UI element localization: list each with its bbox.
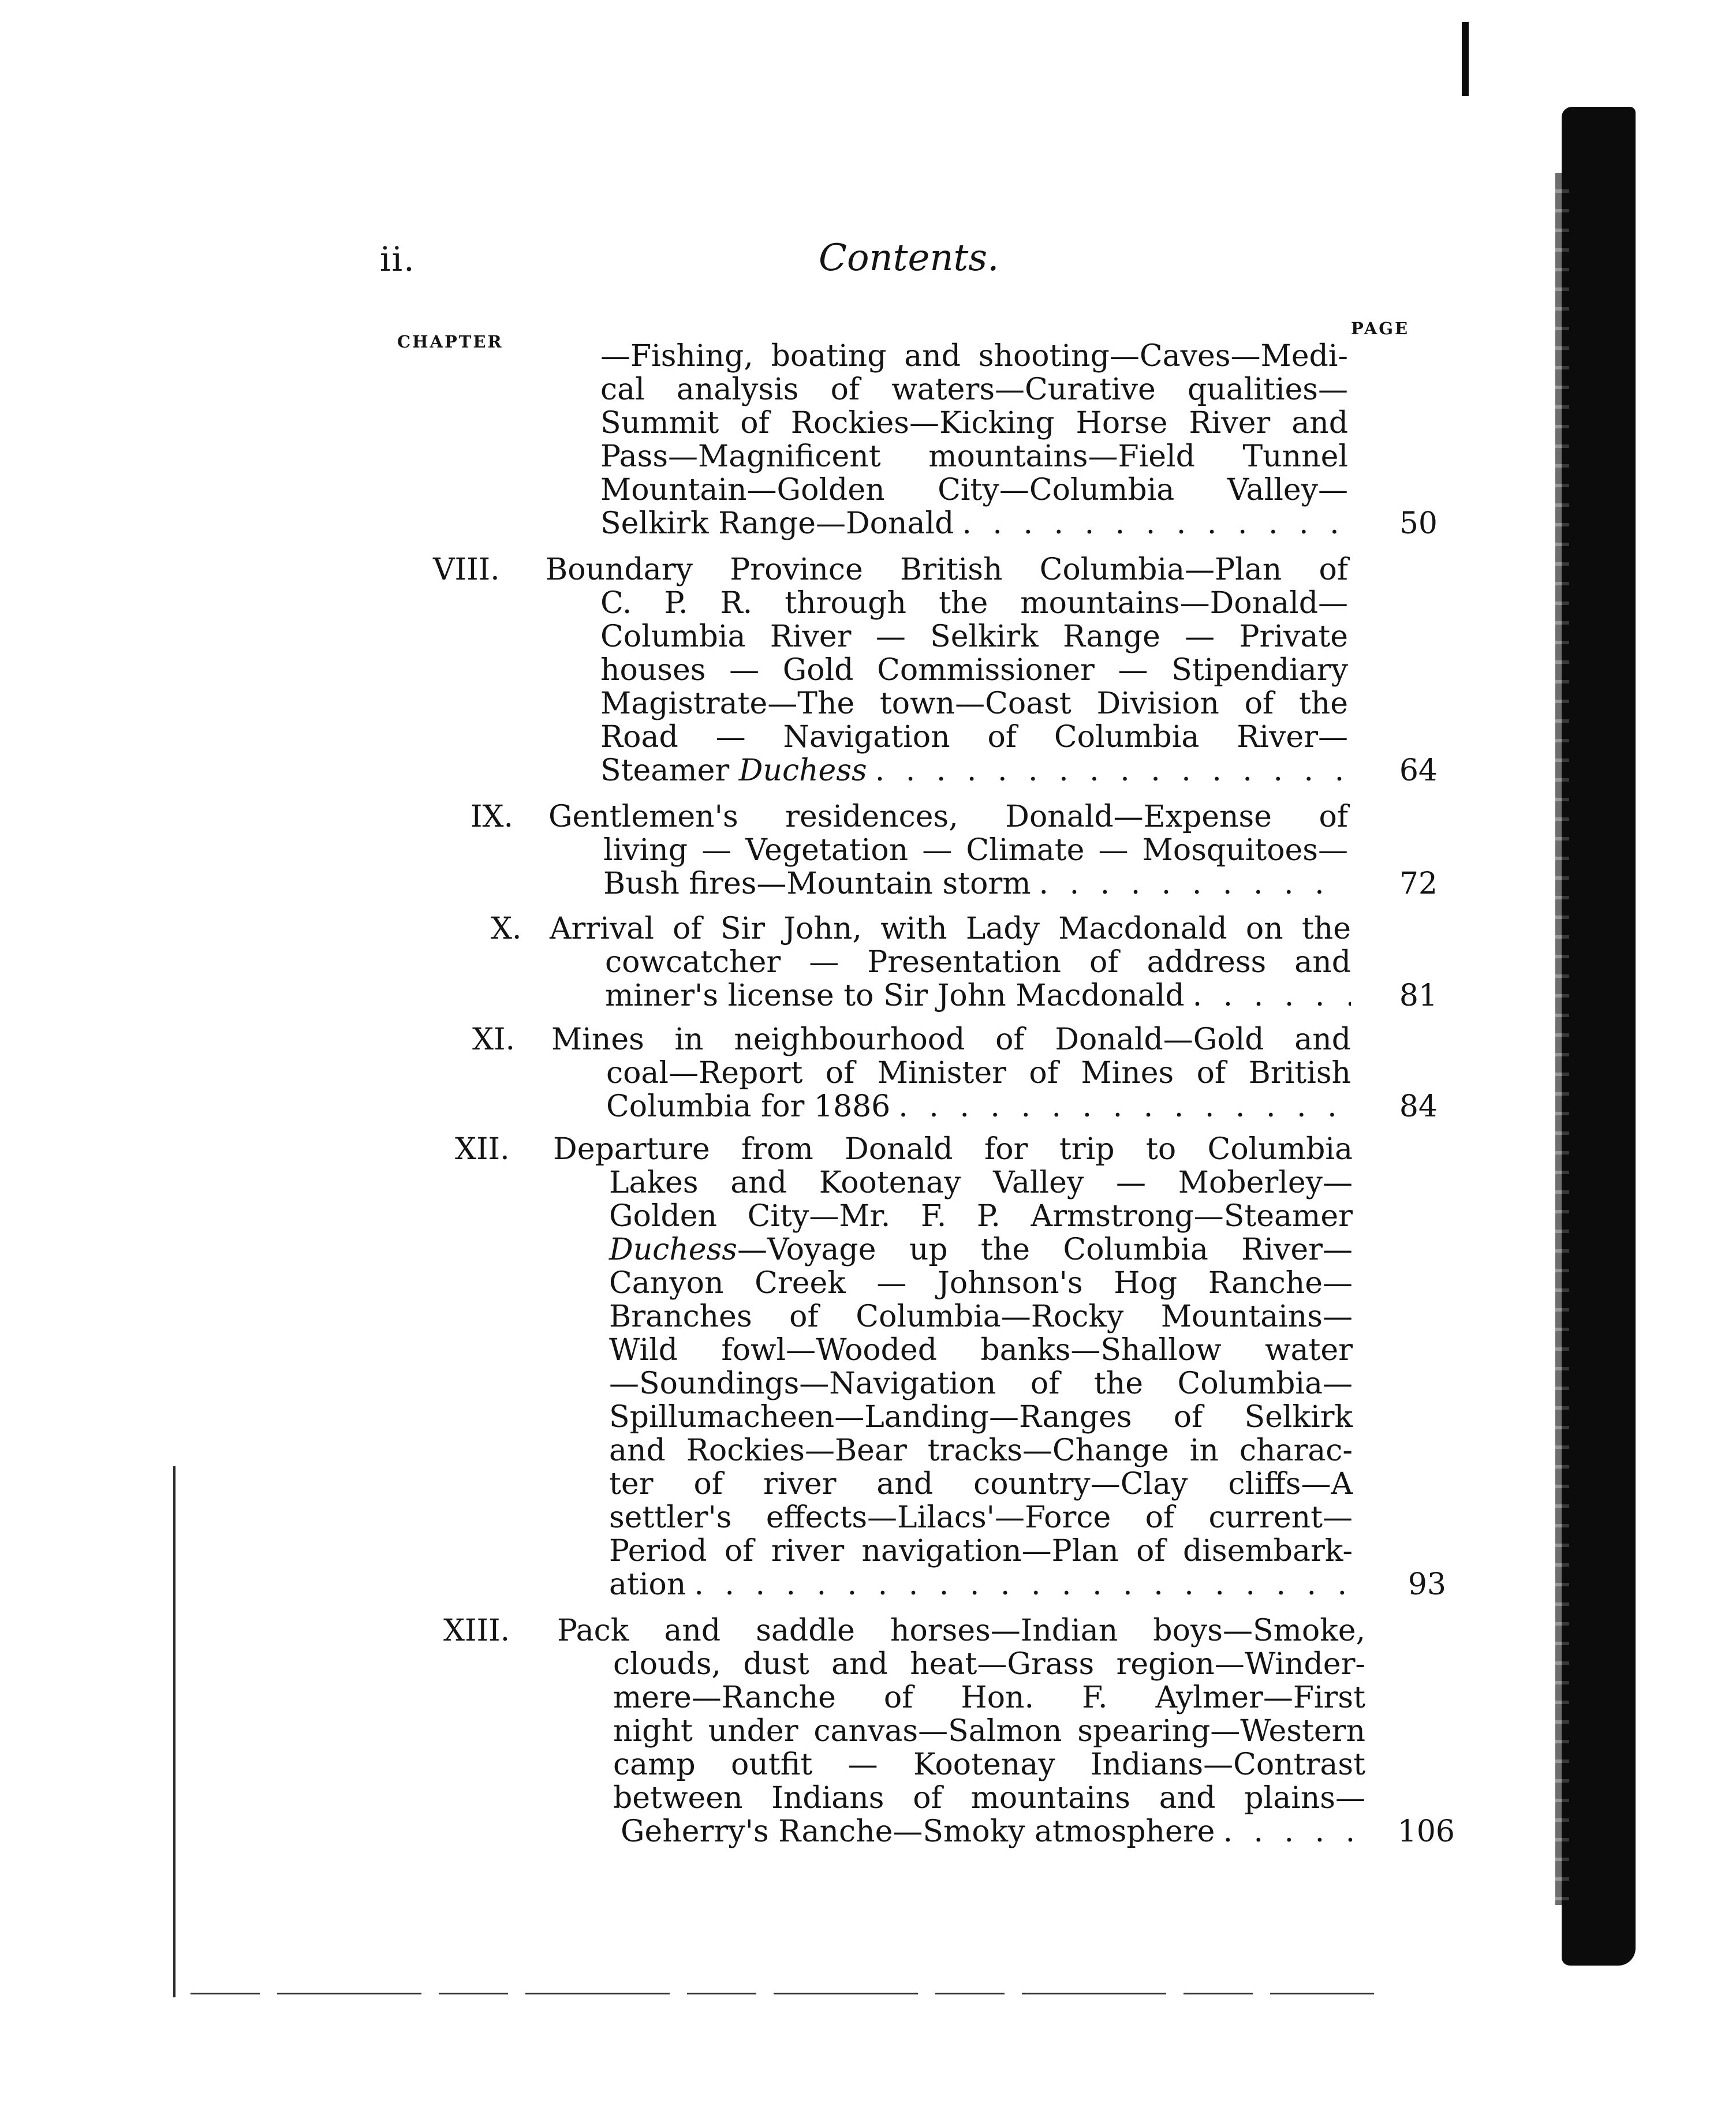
italic-ship-name: Duchess: [738, 753, 867, 788]
toc-line: Spillumacheen—Landing—Ranges of Selkirk: [609, 1400, 1353, 1434]
toc-line-text: ation: [609, 1567, 686, 1602]
toc-line-last: [600, 507, 1348, 540]
toc-line: C. P. R. through the mountains—Donald—: [600, 586, 1348, 621]
toc-page-number: 93: [1408, 1567, 1446, 1602]
italic-ship-name: Duchess: [609, 1232, 737, 1267]
toc-line: Mountain—Golden City—Columbia Valley—: [600, 473, 1348, 507]
chapter-numeral: XI.: [472, 1022, 516, 1057]
toc-line-text: Columbia for 1886: [606, 1089, 891, 1124]
leader-dots: [898, 1090, 1351, 1123]
toc-line: Wild fowl—Wooded banks—Shallow water: [609, 1333, 1353, 1368]
toc-line-text: Geherry's Ranche—Smoky atmosphere: [621, 1814, 1215, 1849]
scan-margin-line: [173, 1466, 176, 1997]
toc-line-text: Selkirk Range—Donald: [600, 506, 954, 541]
chapter-numeral: XIII.: [443, 1613, 510, 1648]
leader-dots: [875, 754, 1348, 787]
toc-page-number: 64: [1399, 753, 1438, 788]
book-spine-edge: [1555, 173, 1569, 1905]
toc-line: settler's effects—Lilacs'—Force of current—: [609, 1500, 1353, 1535]
toc-line-text: miner's license to Sir John Macdonald: [605, 978, 1185, 1013]
toc-line-text: Steamer: [600, 753, 730, 788]
toc-line: Canyon Creek — Johnson's Hog Ranche—: [609, 1266, 1353, 1301]
toc-line: Arrival of Sir John, with Lady Macdonald on the: [550, 911, 1351, 946]
toc-line: Pass—Magnificent mountains—Field Tunnel: [600, 439, 1348, 474]
toc-line: coal—Report of Minister of Mines of British: [606, 1056, 1351, 1090]
toc-line: cal analysis of waters—Curative qualities—: [600, 372, 1348, 407]
scan-bottom-rule: [191, 1993, 1374, 1994]
page-title: Contents.: [819, 237, 999, 279]
toc-line: Columbia River — Selkirk Range — Private: [600, 619, 1348, 654]
leader-dots: [694, 1568, 1353, 1601]
toc-line: Mines in neighbourhood of Donald—Gold and: [551, 1022, 1351, 1057]
toc-page-number: 81: [1399, 978, 1438, 1013]
chapter-numeral: VIII.: [433, 552, 500, 587]
toc-line-last: [605, 979, 1351, 1013]
toc-line: Branches of Columbia—Rocky Mountains—: [609, 1299, 1353, 1334]
toc-line: Departure from Donald for trip to Columbia: [553, 1132, 1353, 1167]
toc-line: houses — Gold Commissioner — Stipendiary: [600, 653, 1348, 688]
toc-line: cowcatcher — Presentation of address and: [605, 945, 1351, 980]
chapter-numeral: IX.: [471, 800, 514, 834]
scan-mark: [1462, 22, 1469, 96]
chapter-numeral: X.: [491, 911, 522, 946]
toc-line: living — Vegetation — Climate — Mosquitoes—: [603, 833, 1348, 868]
toc-line-last: [600, 754, 1348, 787]
toc-line: Pack and saddle horses—Indian boys—Smoke,: [557, 1613, 1365, 1648]
toc-line: Boundary Province British Columbia—Plan of: [546, 552, 1348, 587]
chapter-column-label: CHAPTER: [397, 332, 503, 352]
leader-dots: [1193, 979, 1351, 1013]
toc-line-text: Bush fires—Mountain storm: [603, 866, 1031, 901]
toc-line: Road — Navigation of Columbia River—: [600, 720, 1348, 754]
page-number: ii.: [380, 240, 416, 279]
page-column-label: PAGE: [1351, 319, 1410, 338]
leader-dots: [1223, 1815, 1365, 1848]
toc-line: and Rockies—Bear tracks—Change in charac-: [609, 1433, 1353, 1468]
toc-line: clouds, dust and heat—Grass region—Winder-: [613, 1647, 1365, 1682]
toc-line: —Fishing, boating and shooting—Caves—Medi-: [600, 339, 1348, 373]
toc-line-text: —Voyage up the Columbia River—: [737, 1232, 1353, 1267]
toc-line-last: [621, 1815, 1365, 1848]
leader-dots: [962, 507, 1348, 540]
toc-page-number: 50: [1399, 506, 1438, 541]
toc-line: —Soundings—Navigation of the Columbia—: [609, 1366, 1353, 1401]
toc-line: night under canvas—Salmon spearing—Western: [613, 1714, 1365, 1749]
toc-line-last: [603, 867, 1348, 901]
chapter-numeral: XII.: [455, 1132, 510, 1167]
toc-line: [609, 1233, 1353, 1267]
toc-line: mere—Ranche of Hon. F. Aylmer—First: [613, 1680, 1365, 1715]
toc-line-last: [609, 1568, 1353, 1601]
toc-page-number: 106: [1397, 1814, 1455, 1849]
toc-line-last: [606, 1090, 1351, 1123]
toc-line: camp outfit — Kootenay Indians—Contrast: [613, 1747, 1365, 1782]
toc-line: Period of river navigation—Plan of disembark-: [609, 1534, 1353, 1568]
book-spine-shadow: [1562, 107, 1636, 1966]
toc-line: between Indians of mountains and plains—: [613, 1781, 1365, 1815]
toc-line: Summit of Rockies—Kicking Horse River and: [600, 406, 1348, 440]
toc-line: Golden City—Mr. F. P. Armstrong—Steamer: [609, 1199, 1353, 1234]
toc-page-number: 72: [1399, 866, 1438, 901]
toc-page-number: 84: [1399, 1089, 1438, 1124]
toc-line: Magistrate—The town—Coast Division of the: [600, 686, 1348, 721]
toc-line: Lakes and Kootenay Valley — Moberley—: [609, 1165, 1353, 1200]
toc-line: ter of river and country—Clay cliffs—A: [609, 1467, 1353, 1501]
leader-dots: [1039, 867, 1348, 901]
toc-line: Gentlemen's residences, Donald—Expense of: [548, 800, 1348, 834]
